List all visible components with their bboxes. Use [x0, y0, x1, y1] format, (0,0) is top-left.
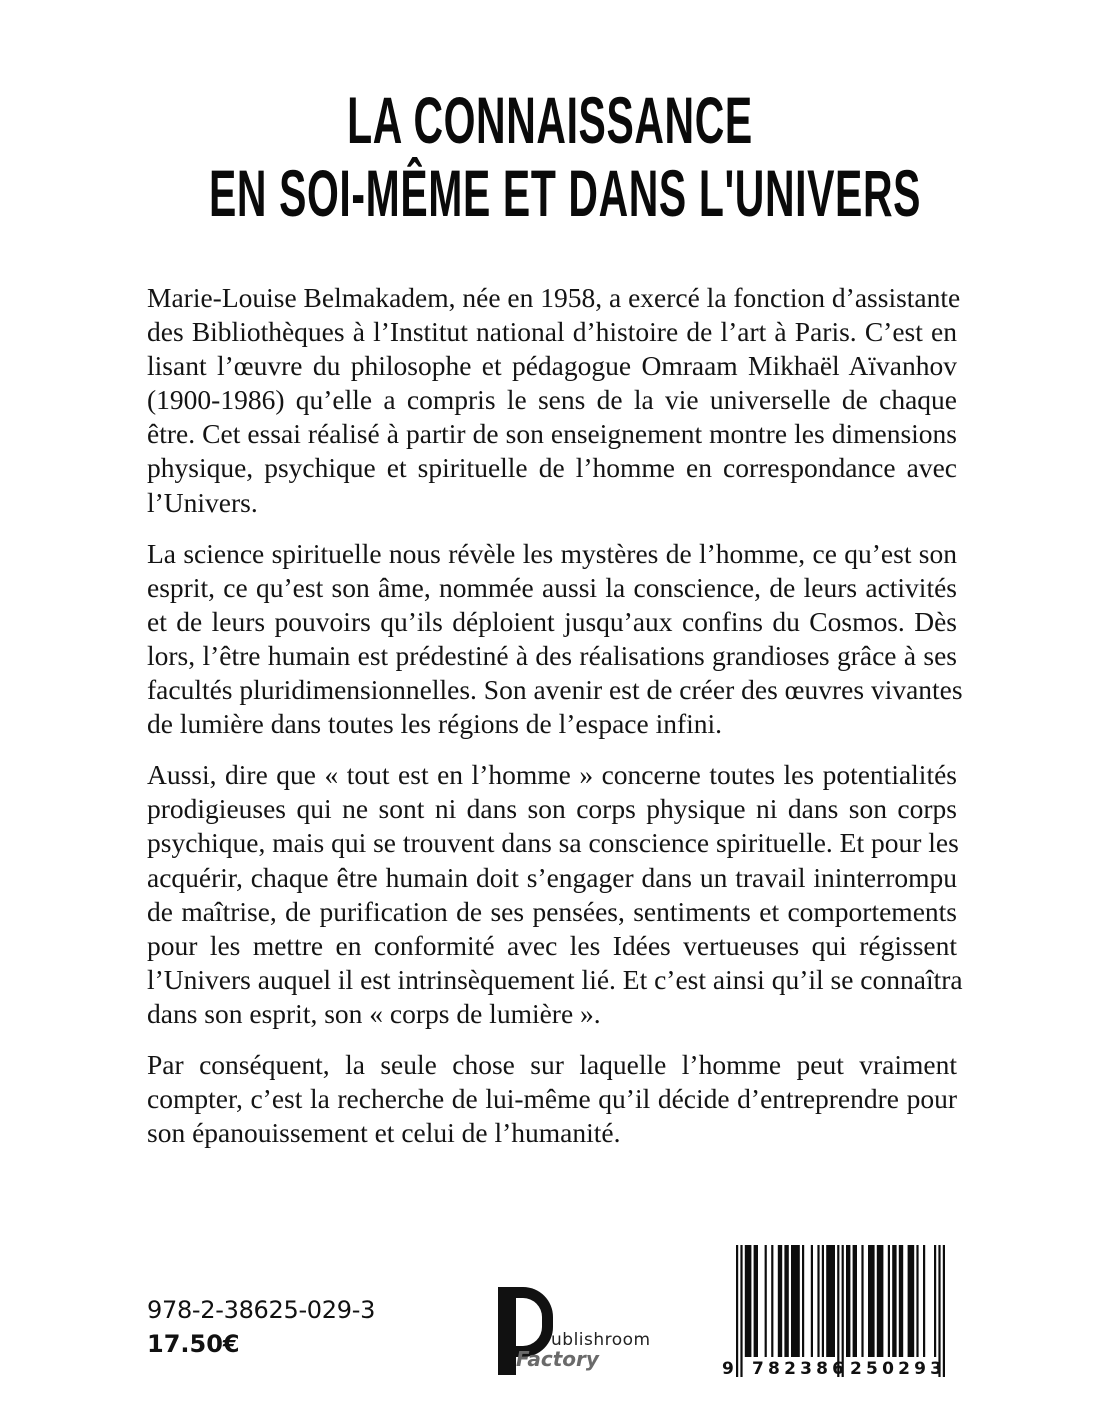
barcode-bar [802, 1245, 804, 1357]
barcode-right-digits: 250293 [850, 1359, 942, 1379]
barcode-guard-bar [943, 1245, 945, 1377]
isbn-number: 978-2-38625-029-3 [147, 1296, 376, 1324]
blurb-line: psychique, mais qui se trouvent dans sa conscience spirituelle. Et pour les [147, 827, 959, 859]
blurb-line: physique, psychique et spirituelle de l’homme en correspondance avec [147, 452, 957, 484]
blurb-line: dans son esprit, son « corps de lumière ». [147, 997, 601, 1029]
barcode-icon [722, 1242, 962, 1382]
blurb-line: pour les mettre en conformité avec les Idées vertueuses qui régissent [147, 929, 957, 961]
barcode-bar [923, 1245, 925, 1357]
book-title-line-1: LA CONNAISSANCE [347, 83, 753, 157]
blurb-line: l’Univers. [147, 486, 258, 518]
blurb-line: facultés pluridimensionnelles. Son avenir est de créer des œuvres vivantes [147, 674, 963, 706]
blurb-line: être. Cet essai réalisé à partir de son enseignement montre les dimensions [147, 418, 957, 450]
blurb-line: Marie-Louise Belmakadem, née en 1958, a exercé la fonction d’assistante [147, 282, 961, 313]
blurb-line: des Bibliothèques à l’Institut national d’histoire de l’art à Paris. C’est en [147, 316, 957, 348]
barcode-bar [853, 1245, 857, 1357]
barcode-guard-bar [740, 1245, 742, 1377]
blurb-line: l’Univers auquel il est intrinsèquement lié. Et c’est ainsi qu’il se connaîtra [147, 963, 963, 995]
blurb-line: et de leurs pouvoirs qu’ils déploient jusqu’aux confins du Cosmos. Dès [147, 605, 957, 637]
back-cover-blurb [147, 281, 963, 1167]
blurb-line: (1900-1986) qu’elle a compris le sens de la vie universelle de chaque [147, 384, 957, 416]
barcode-bar [868, 1245, 875, 1357]
barcode-bar [934, 1245, 936, 1357]
barcode-bar [784, 1245, 788, 1357]
blurb-line: esprit, ce qu’est son âme, nommée aussi la conscience, de leurs activités [147, 571, 957, 603]
publisher-logo-icon [498, 1287, 651, 1377]
barcode-bar [916, 1245, 918, 1357]
barcode-first-digit: 9 [722, 1359, 734, 1379]
barcode-guard-bar [842, 1245, 844, 1377]
blurb-line: Par conséquent, la seule chose sur laquelle l’homme peut vraiment [147, 1048, 957, 1080]
barcode-bar [771, 1245, 773, 1357]
publisher-name: ublishroom [551, 1330, 651, 1350]
barcode-bar [861, 1245, 863, 1357]
barcode-bar [826, 1245, 835, 1357]
barcode-bar [908, 1245, 915, 1357]
blurb-line: son épanouissement et celui de l’humanité. [147, 1117, 621, 1149]
barcode-bar [745, 1245, 752, 1357]
blurb-line: Aussi, dire que « tout est en l’homme » concerne toutes les potentialités [147, 759, 957, 791]
barcode-guard-bar [938, 1245, 940, 1377]
blurb-line: compter, c’est la recherche de lui-même qu’il décide d’entreprendre pour [147, 1083, 957, 1115]
blurb-line: lors, l’être humain est prédestiné à des réalisations grandioses grâce à ses [147, 639, 957, 671]
blurb-line: acquérir, chaque être humain doit s’engager dans un travail ininterrompu [147, 861, 957, 893]
publisher-imprint: Factory [516, 1347, 599, 1371]
barcode-left-digits: 782386 [752, 1359, 844, 1379]
barcode-bar [778, 1245, 782, 1357]
barcode-bar [888, 1245, 890, 1357]
barcode-bar [754, 1245, 758, 1357]
barcode-bar [846, 1245, 850, 1357]
barcode-bar [892, 1245, 896, 1357]
blurb-paragraph [147, 758, 963, 1031]
barcode-bar [791, 1245, 800, 1357]
barcode-bar [899, 1245, 903, 1357]
barcode-guard-bar [736, 1245, 738, 1377]
book-title [0, 84, 1100, 230]
blurb-paragraph [147, 1048, 957, 1150]
blurb-line: prodigieuses qui ne sont ni dans son corps physique ni dans son corps [147, 793, 957, 825]
barcode-bar [877, 1245, 884, 1357]
blurb-line: de lumière dans toutes les régions de l’espace infini. [147, 708, 723, 740]
book-title-line-2: EN SOI-MÊME ET DANS L'UNIVERS [209, 156, 922, 230]
blurb-line: lisant l’œuvre du philosophe et pédagogue Omraam Mikhaël Aïvanhov [147, 350, 957, 382]
barcode-bar [811, 1245, 813, 1357]
barcode-bar [817, 1245, 819, 1357]
price-label: 17.50€ [147, 1330, 240, 1358]
barcode-bar [822, 1245, 824, 1357]
blurb-line: La science spirituelle nous révèle les mystères de l’homme, ce qu’est son [147, 537, 957, 569]
blurb-paragraph [147, 281, 961, 520]
blurb-line: de maîtrise, de purification de ses pensées, sentiments et comportements [147, 895, 957, 927]
barcode-bar [765, 1245, 767, 1357]
blurb-paragraph [147, 537, 963, 742]
barcode-graphic [722, 1242, 962, 1382]
barcode-guard-bar [837, 1245, 839, 1377]
